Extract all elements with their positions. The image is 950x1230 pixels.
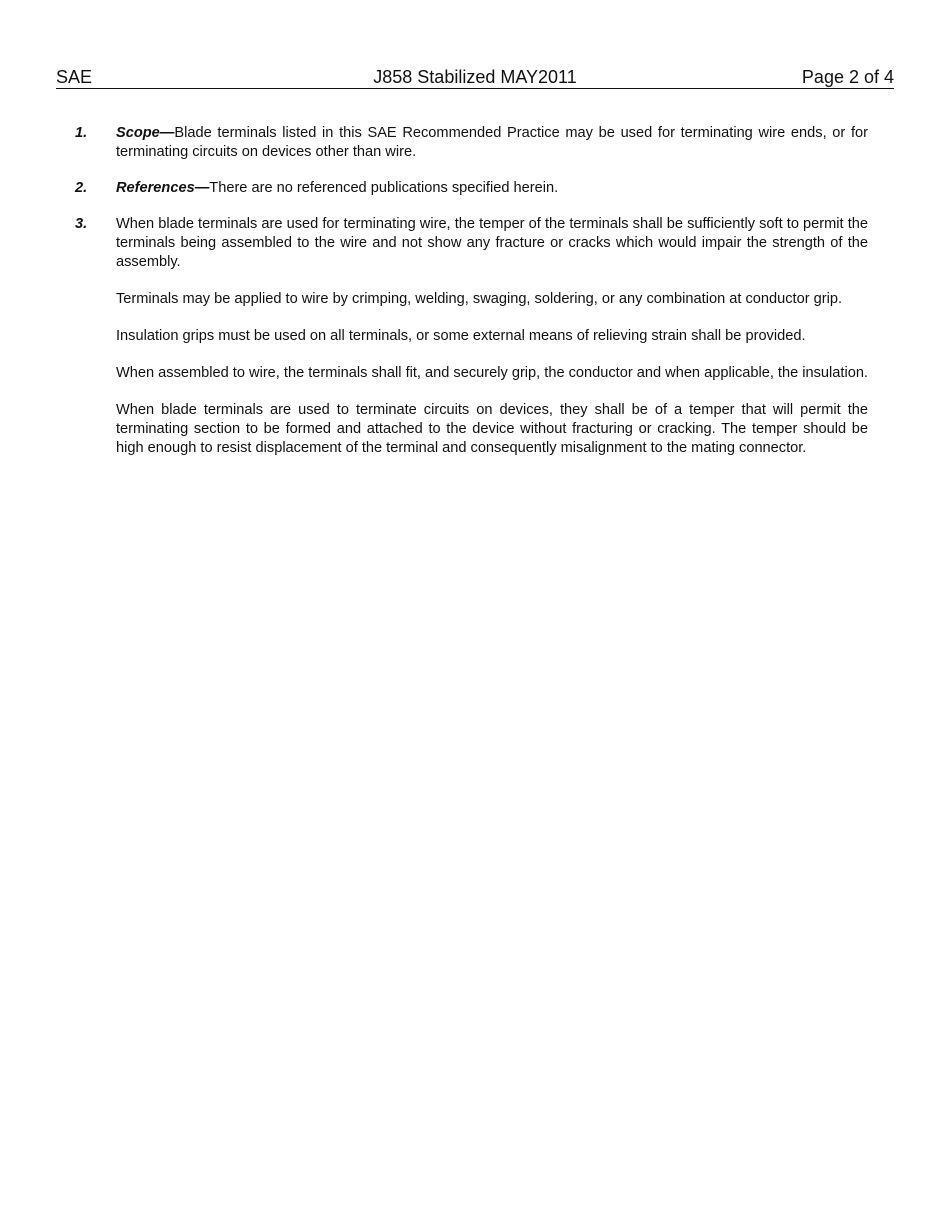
section-number: 3. <box>75 216 88 232</box>
section-paragraph: When blade terminals are used for terminating wire, the temper of the terminals shall be sufficiently soft to permit the terminals being assembled to the wire and not show any fracture or cracks which would impair the strength of the assembly. <box>116 216 868 270</box>
section-paragraph: When blade terminals are used to terminate circuits on devices, they shall be of a temper that will permit the terminating section to be formed and attached to the device without fracturing or cracking. The temper should be high enough to resist displacement of the terminal and consequently misalignment to the mating connector. <box>116 402 868 456</box>
section-number: 2. <box>75 180 88 196</box>
section-paragraph: Insulation grips must be used on all terminals, or some external means of relieving strain shall be provided. <box>116 328 806 344</box>
section-text: There are no referenced publications specified herein. <box>209 180 559 196</box>
section-number: 1. <box>75 125 88 141</box>
section-requirements <box>56 215 868 458</box>
section-paragraph: When assembled to wire, the terminals shall fit, and securely grip, the conductor and when applicable, the insulation. <box>116 365 868 381</box>
page-header <box>56 66 894 89</box>
section-paragraph: Terminals may be applied to wire by crimping, welding, swaging, soldering, or any combination at conductor grip. <box>116 291 842 307</box>
header-document-id: J858 Stabilized MAY2011 <box>373 67 577 87</box>
header-organization: SAE <box>56 67 93 87</box>
document-body <box>56 124 868 475</box>
section-term: References— <box>116 180 210 196</box>
section-references <box>56 179 868 198</box>
section-term: Scope— <box>116 125 175 141</box>
section-paragraph <box>116 179 868 198</box>
section-body <box>116 179 868 198</box>
section-body <box>116 215 868 458</box>
section-body <box>116 124 868 162</box>
section-scope <box>56 124 868 162</box>
header-page-number: Page 2 of 4 <box>801 67 894 87</box>
section-text: Blade terminals listed in this SAE Recommended Practice may be used for terminating wire ends, or for terminating circuits on devices other than wire. <box>116 125 868 160</box>
section-paragraph <box>116 124 868 162</box>
